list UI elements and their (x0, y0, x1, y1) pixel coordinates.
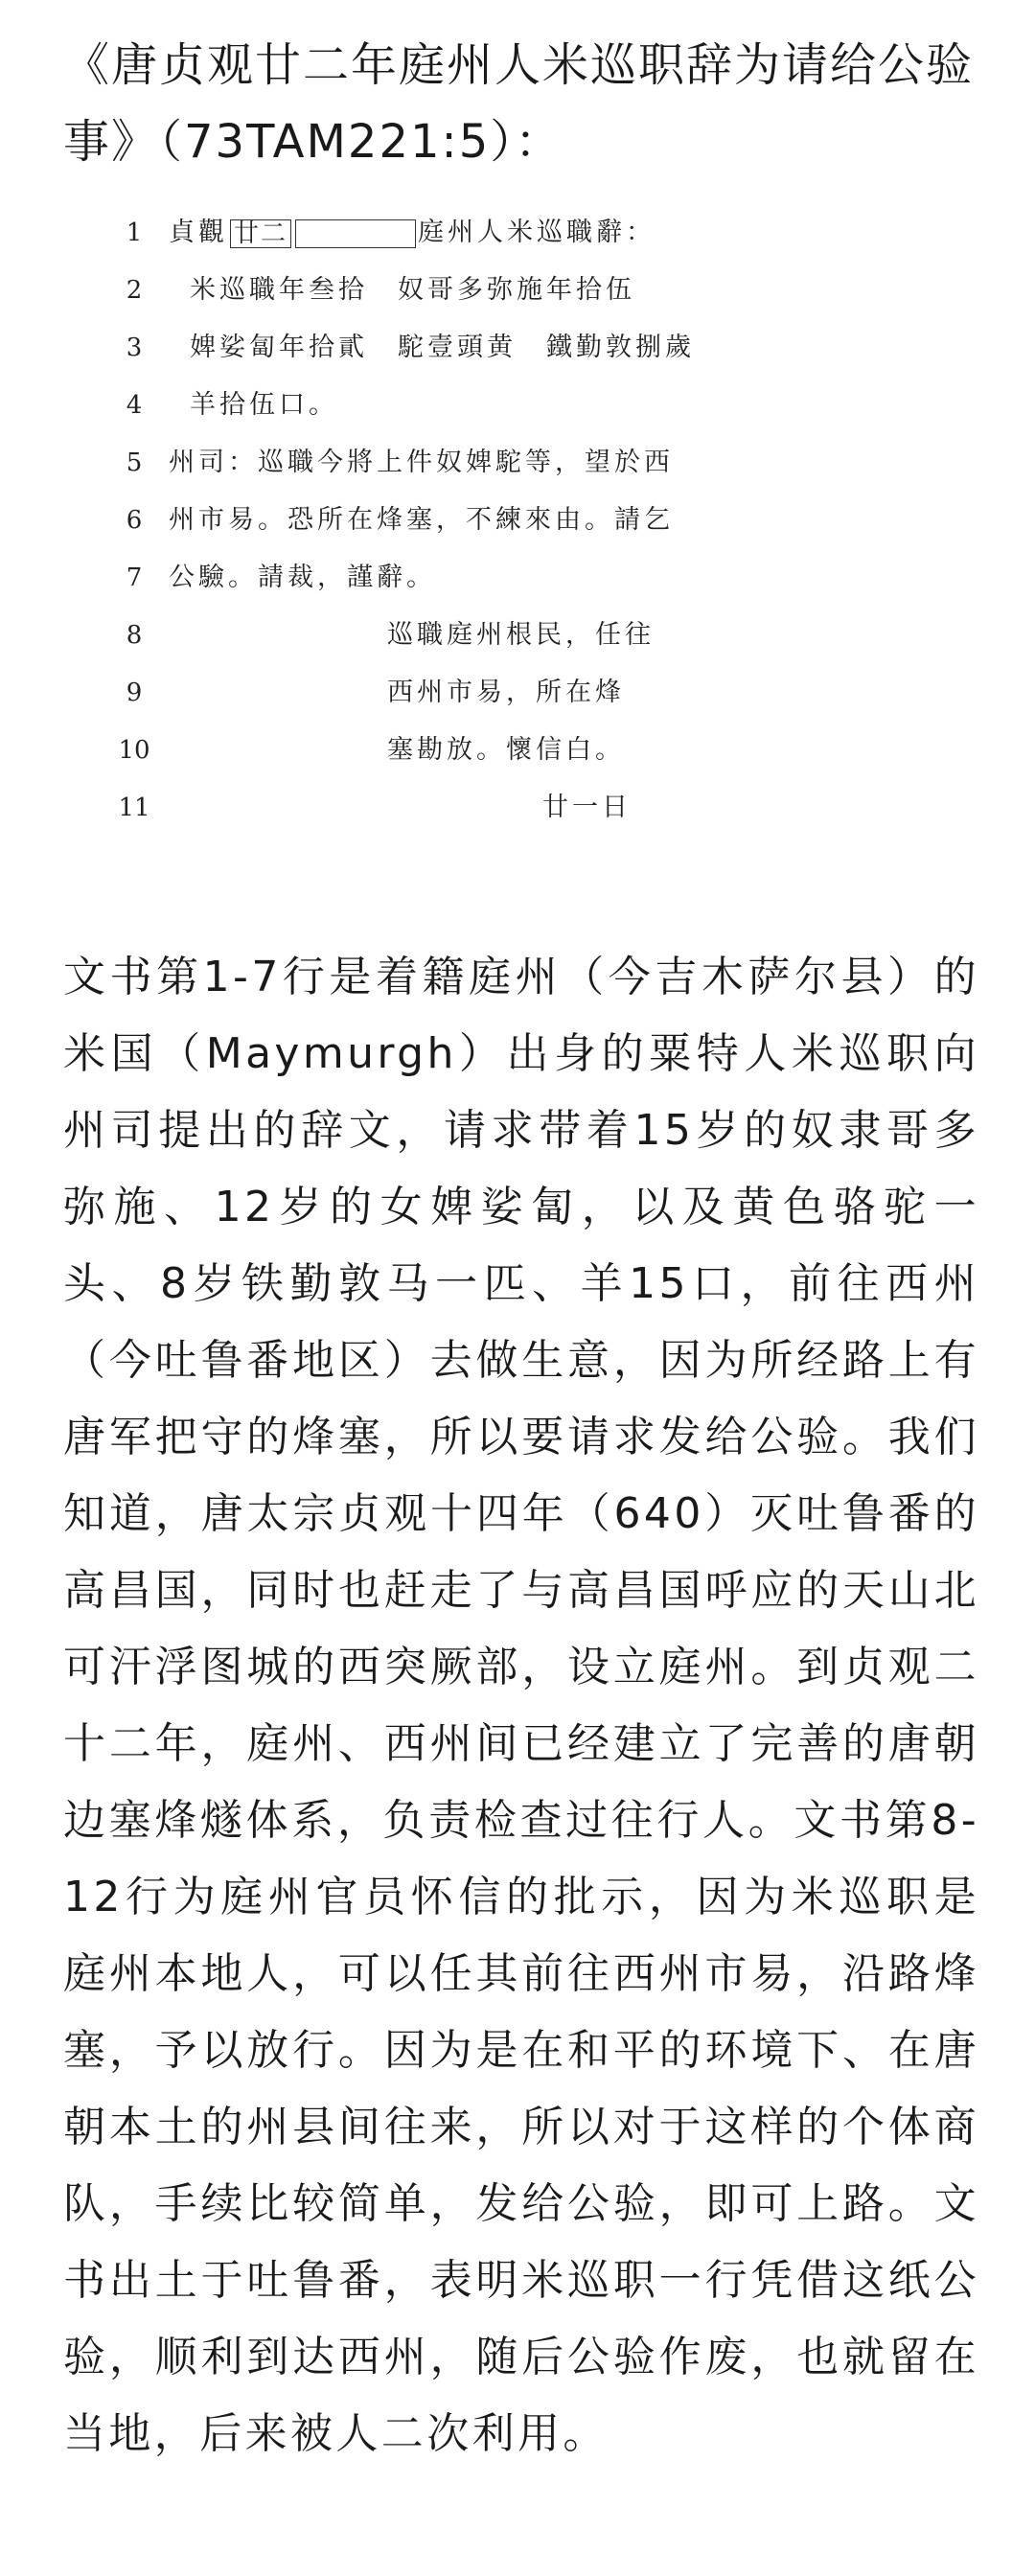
transcription-line-3 (0, 324, 1035, 372)
transcription-line-6 (0, 496, 1035, 544)
transcription-line-10 (0, 726, 1035, 774)
line-text: 婢娑匐年拾貳 駝壹頭黄 鐵勤敦捌歲 (190, 333, 695, 362)
line-text: 米巡職年叁拾 奴哥多弥施年拾伍 (190, 275, 635, 305)
transcription-line-9 (0, 669, 1035, 717)
line-number: 7 (126, 564, 143, 592)
line-number: 1 (126, 218, 143, 247)
line-number: 3 (126, 334, 143, 362)
transcription-line-2 (0, 266, 1035, 314)
lacuna-box-large (295, 219, 416, 248)
lacuna-box-small: 廿二 (230, 219, 291, 248)
transcription-line-4 (0, 381, 1035, 429)
document-title: 《唐贞观廿二年庭州人米巡职辞为请给公验事》（73TAM221:5）： (63, 38, 975, 169)
line-text (169, 209, 656, 257)
line-number: 9 (126, 678, 143, 707)
line-text: 公驗。請裁，謹辭。 (169, 563, 436, 592)
line-number: 10 (118, 736, 150, 765)
transcription-line-11 (0, 784, 1035, 832)
line-text: 州市易。恐所在烽塞，不練來由。請乞 (169, 505, 674, 535)
line-number: 8 (126, 621, 143, 650)
line-number: 4 (126, 391, 143, 420)
commentary-paragraph: 文书第1-7行是着籍庭州（今吉木萨尔县）的米国（Maymurgh）出身的粟特人米巡职向州司提出的辞文，请求带着15岁的奴隶哥多弥施、12岁的女婢娑匐，以及黄色骆驼一头、8岁铁勤敦马一匹、羊15口，前往西州（今吐鲁番地区）去做生意，因为所经路上有唐军把守的烽塞，所以要请求发给公验。我们知道，唐太宗贞观十四年（640）灭吐鲁番的高昌国，同时也赶走了与高昌国呼应的天山北可汗浮图城的西突厥部，设立庭州。到贞观二十二年，庭州、西州间已经建立了完善的唐朝边塞烽燧体系，负责检查过往行人。文书第8-12行为庭州官员怀信的批示，因为米巡职是庭州本地人，可以任其前往西州市易，沿路烽塞，予以放行。因为是在和平的环境下、在唐朝本土的州县间往来，所以对于这样的个体商队，手续比较简单，发给公验，即可上路。文书出土于吐鲁番，表明米巡职一行凭借这纸公验，顺利到达西州，随后公验作废，也就留在当地，后来被人二次利用。 (63, 953, 979, 2458)
line-text: 西州市易，所在烽 (387, 678, 625, 707)
line-text-end: 庭州人米巡職辭： (418, 218, 656, 247)
line-text: 廿一日 (542, 793, 632, 822)
transcription-line-5 (0, 439, 1035, 487)
line-text: 巡職庭州根民，任往 (387, 620, 655, 650)
line-text: 羊拾伍口。 (190, 390, 338, 420)
line-text-start: 貞觀 (169, 218, 228, 247)
line-number: 5 (126, 448, 143, 477)
line-number: 2 (126, 276, 143, 305)
transcription-line-1 (0, 209, 1035, 257)
line-number: 11 (118, 794, 150, 822)
line-text: 州司：巡職今將上件奴婢駝等，望於西 (169, 448, 674, 477)
transcription-line-7 (0, 554, 1035, 602)
line-text: 塞勘放。懷信白。 (387, 735, 625, 765)
line-number: 6 (126, 506, 143, 535)
transcription-line-8 (0, 611, 1035, 659)
